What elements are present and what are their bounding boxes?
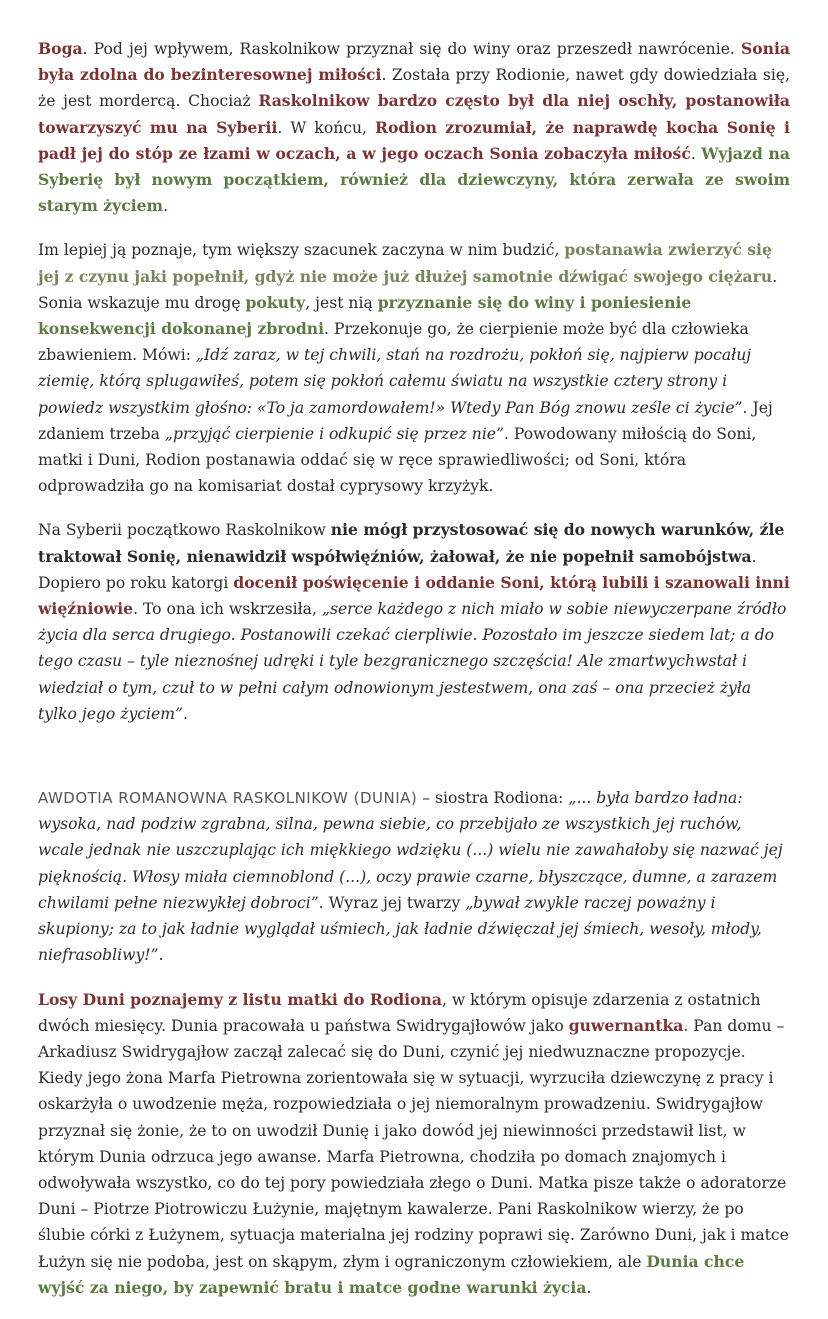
text-segment: . Przekonuje go, że cierpienie może być dla człowieka zbawieniem. Mówi:: [38, 320, 749, 365]
highlight-sonia-love: Sonia była zdolna do bezinteresownej miłości: [38, 39, 790, 85]
text-boga: Boga: [38, 39, 83, 58]
quote-resurrection: „serce każdego z nich miało w sobie niewyczerpane źródło życia dla serca drugiego. Postanowili czekać cierpliwie. Pozostało im jeszcze siedem lat; a do tego czasu – tyle nieznośnej udręki i tyle bezgranicznego szczęścia! Ale zmartwychwstał i wiedział o tym, czuł to w pełni całym odnowionym jestestwem, ona zaś – ona przecież żyła tylko jego życiem”: [38, 600, 787, 723]
paragraph-sonia-conclusion: [38, 36, 790, 219]
highlight-dunia-marriage: Dunia chce wyjść za niego, by zapewnić bratu i matce godne warunki życia: [38, 1251, 745, 1297]
document-page: [38, 36, 790, 1319]
text-segment: .: [182, 704, 188, 723]
highlight-governess: guwernantka: [568, 1015, 684, 1035]
text-segment: .: [158, 946, 164, 965]
text-segment: – siostra Rodiona:: [417, 789, 569, 808]
text-segment: .: [690, 144, 702, 163]
text-segment: . Powodowany miłością do Soni, matki i Duni, Rodion postanawia oddać się w ręce sprawiedliwości; od Soni, która odprowadziła go na komisariat dostał cyprysowy krzyżyk.: [38, 424, 757, 496]
text-segment: . Pod jej wpływem, Raskolnikow przyznał się do winy oraz przeszedł nawrócenie.: [82, 40, 741, 58]
text-segment: Na Syberii początkowo Raskolnikow: [38, 521, 331, 540]
quote-dunia-face: „bywał zwykle raczej poważny i skupiony; za to jak ładnie wyglądał uśmiech, jak ładnie dźwięczał jej śmiech, wesoły, młody, niefrasobliwy!”: [38, 893, 762, 965]
highlight-mother-letter: Losy Duni poznajemy z listu matki do Rodiona: [38, 989, 442, 1009]
text-segment: , w którym opisuje zdarzenia z ostatnich dwóch miesięcy. Dunia pracowała u państwa Swidrygajłowów jako: [38, 990, 761, 1035]
paragraph-dunia-fate: [38, 987, 790, 1301]
paragraph-dunia-intro: [38, 785, 790, 968]
section-gap: [38, 745, 790, 785]
quote-suffering: „przyjąć cierpienie i odkupić się przez nie”: [164, 424, 505, 443]
highlight-penance: pokuty: [245, 292, 306, 312]
highlight-admit-guilt: przyznanie się do winy i poniesienie konsekwencji dokonanej zbrodni: [38, 292, 692, 339]
text-segment: . Dopiero po roku katorgi: [38, 547, 757, 592]
text-segment: . To ona ich wskrzesiła,: [133, 600, 322, 619]
text-segment: Im lepiej ją poznaje, tym większy szacunek zaczyna w nim budzić,: [38, 241, 565, 260]
section-heading-dunia: AWDOTIA ROMANOWNA RASKOLNIKOW (DUNIA): [38, 789, 418, 808]
text-segment: . Wyraz jej twarzy: [318, 893, 466, 912]
text-segment: . W końcu,: [277, 118, 375, 137]
paragraph-siberia: [38, 517, 790, 727]
highlight-siberia-struggle: nie mógł przystosować się do nowych warunków, źle traktował Sonię, nienawidził współwięźniów, żałował, że nie popełnił samobójstwa: [38, 520, 785, 566]
highlight-siberia-decision: Raskolnikow bardzo często był dla niej oschły, postanowiła towarzyszyć mu na Syberii: [38, 91, 790, 137]
text-segment: . Jej zdaniem trzeba: [38, 398, 773, 443]
text-segment: .: [586, 1278, 592, 1297]
highlight-new-beginning: Wyjazd na Syberię był nowym początkiem, również dla dziewczyny, która zerwała ze swoim starym życiem: [38, 143, 790, 216]
text-segment: , jest nią: [305, 293, 378, 312]
quote-sonia: „Idź zaraz, w tej chwili, stań na rozdrożu, pokłoń się, najpierw pocałuj ziemię, którą splugawiłeś, potem się pokłoń całemu światu na wszystkie cztery strony i powiedz wszystkim głośno: «To ja zamordowałem!» Wtedy Pan Bóg znowu ześle ci życie”: [38, 346, 752, 417]
text-segment: . Pan domu – Arkadiusz Swidrygajłow zaczął zalecać się do Duni, czynić jej niedwuznaczne propozycje. Kiedy jego żona Marfa Pietrowna zorientowała się w sytuacji, wyrzuciła dziewczynę z pracy i oskarżyła o uwodzenie męża, rozpowiedziała o jej niemoralnym prowadzeniu. Swidrygajłow przyznał się żonie, że to on uwodził Dunię i jako dowód jej niewinności przedstawił list, w którym Dunia odrzuca jego awanse. Marfa Pietrowna, chodziła po domach znajomych i odwoływała wszystko, co do tej pory powiedziała złego o Duni. Matka pisze także o adoratorze Duni – Piotrze Piotrowiczu Łużynie, majętnym kawalerze. Pani Raskolnikow wierzy, że po ślubie córki z Łużynem, sytuacja materialna jej rodziny poprawi się. Zarówno Duni, jak i matce Łużyn się nie podoba, jest on skąpym, złym i ograniczonym człowiekiem, ale: [38, 1016, 789, 1271]
text-segment: . Została przy Rodionie, nawet gdy dowiedziała się, że jest mordercą. Chociaż: [38, 66, 791, 111]
highlight-rodion-love: Rodion zrozumiał, że naprawdę kocha Sonię i padł jej do stóp ze łzami w oczach, a w jego oczach Sonia zobaczyła miłość: [38, 117, 790, 163]
highlight-appreciation: docenił poświęcenie i oddanie Soni, którą lubili i szanowali inni więźniowie: [38, 572, 790, 619]
text-segment: . Sonia wskazuje mu drogę: [38, 267, 778, 312]
paragraph-confession: [38, 237, 790, 499]
text-segment: .: [163, 197, 169, 216]
quote-dunia-description: „... była bardzo ładna: wysoka, nad podziw zgrabna, silna, pewna siebie, co przebijało ze wszystkich jej ruchów, wcale jednak nie uszczuplając ich miękkiego wdzięku (...) wielu nie zawahałoby się nazwać jej pięknością. Włosy miała ciemnoblond (...), oczy prawie czarne, błyszczące, dumne, a zarazem chwilami pełne niezwykłej dobroci”: [38, 789, 783, 912]
highlight-confide: postanawia zwierzyć się jej z czynu jaki popełnił, gdyż nie może już dłużej samotnie dźwigać swojego ciężaru: [38, 240, 773, 286]
